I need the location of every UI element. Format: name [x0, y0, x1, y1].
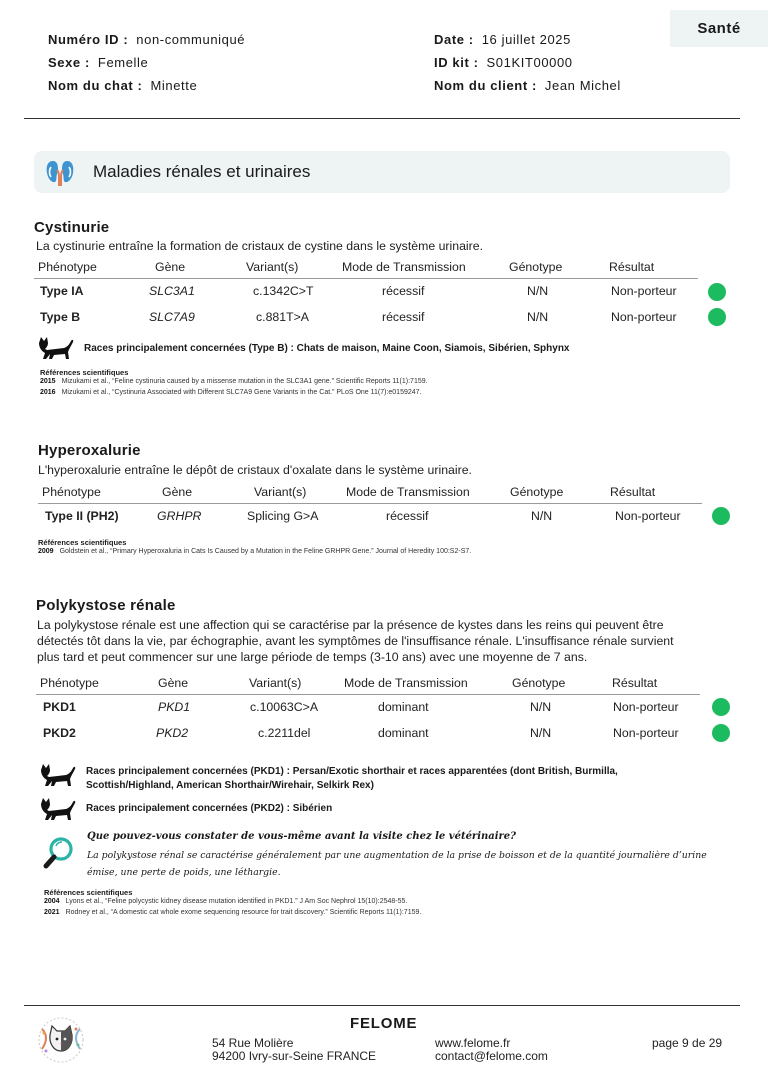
result-status-dot [712, 724, 730, 742]
sex-field: Sexe : Femelle [48, 55, 149, 70]
th-mode: Mode de Transmission [346, 485, 470, 499]
footer-brand: FELOME [350, 1015, 418, 1032]
cell-genotype: N/N [527, 284, 549, 298]
cell-phenotype: Type IA [40, 284, 84, 298]
section-title: Maladies rénales et urinaires [93, 162, 311, 181]
table-divider [38, 503, 702, 504]
th-variant: Variant(s) [249, 676, 302, 690]
cell-result: Non-porteur [611, 310, 677, 324]
result-status-dot [708, 308, 726, 326]
reference-item: 2015 Mizukami et al., “Feline cystinuria caused by a missense mutation in the SLC3A1 gene.” Scientific Reports 11(1):7159. [40, 378, 428, 385]
section-banner [34, 151, 730, 193]
th-phenotype: Phénotype [40, 676, 99, 690]
breeds-note-pkd1: Races principalement concernées (PKD1) : Persan/Exotic shorthair et races apparentées (dont British, Burmilla, [86, 766, 618, 777]
cell-genotype: N/N [530, 700, 552, 714]
cell-mode: récessif [386, 509, 429, 523]
footer-email-link[interactable]: contact@felome.com [435, 1049, 548, 1063]
th-result: Résultat [609, 260, 655, 274]
cell-result: Non-porteur [613, 726, 679, 740]
th-mode: Mode de Transmission [342, 260, 466, 274]
reference-item: 2021 Rodney et al., “A domestic cat whole exome sequencing resource for trait discovery.” Scientific Reports 11(1):7159. [44, 909, 422, 916]
cell-variant: Splicing G>A [247, 509, 319, 523]
cell-mode: dominant [378, 726, 429, 740]
th-variant: Variant(s) [246, 260, 299, 274]
breeds-note-pkd2: Races principalement concernées (PKD2) : Sibérien [86, 803, 333, 814]
th-gene: Gène [162, 485, 193, 499]
cell-phenotype: Type B [40, 310, 81, 324]
breeds-note: Races principalement concernées (Type B) : Chats de maison, Maine Coon, Siamois, Sibérien, Sphynx [84, 343, 570, 354]
cell-variant: c.1342C>T [253, 284, 314, 298]
client-field: Nom du client : Jean Michel [434, 78, 621, 93]
pkd-description-line: La polykystose rénale est une affection qui se caractérise par la présence de kystes dans les reins qui peuvent être [37, 618, 664, 632]
th-variant: Variant(s) [254, 485, 307, 499]
references-title: Références scientifiques [44, 888, 133, 897]
cell-gene: PKD1 [158, 700, 191, 714]
cell-variant: c.2211del [258, 726, 311, 740]
header-divider [24, 118, 740, 119]
th-gene: Gène [155, 260, 186, 274]
page-number: page 9 de 29 [652, 1036, 723, 1050]
cell-result: Non-porteur [613, 700, 679, 714]
result-status-dot [712, 698, 730, 716]
cystinurie-title: Cystinurie [34, 219, 110, 236]
cell-phenotype: PKD2 [43, 726, 76, 740]
cell-result: Non-porteur [615, 509, 681, 523]
cell-gene: SLC7A9 [149, 310, 195, 324]
hyperoxalurie-title: Hyperoxalurie [38, 442, 141, 459]
cell-gene: PKD2 [156, 726, 189, 740]
result-status-dot [708, 283, 726, 301]
cell-genotype: N/N [531, 509, 553, 523]
cat-icon [40, 763, 76, 787]
th-result: Résultat [610, 485, 656, 499]
reference-item: 2009 Goldstein et al., “Primary Hyperoxaluria in Cats Is Caused by a Mutation in the Feline GRHPR Gene.” Journal of Heredity 100:S2-S7. [38, 548, 472, 555]
cell-result: Non-porteur [611, 284, 677, 298]
cystinurie-description: La cystinurie entraîne la formation de cristaux de cystine dans le système urinaire. [36, 239, 484, 253]
cell-phenotype: Type II (PH2) [45, 509, 119, 523]
th-phenotype: Phénotype [42, 485, 101, 499]
reference-item: 2004 Lyons et al., “Feline polycystic kidney disease mutation identified in PKD1.” J Am Soc Nephrol 15(10):2548-55. [44, 898, 408, 905]
reference-item: 2016 Mizukami et al., “Cystinuria Associated with Different SLC7A9 Gene Variants in the Cat.” PLoS One 11(7):e0159247. [40, 389, 422, 396]
date-field: Date : 16 juillet 2025 [434, 32, 571, 47]
cell-mode: récessif [382, 310, 425, 324]
th-phenotype: Phénotype [38, 260, 97, 274]
table-divider [34, 278, 698, 279]
cat-icon [38, 336, 74, 360]
pkd-description-line: détectés tôt dans la vie, par échographie, avant les symptômes de l'insuffisance rénale. L'insuffisance rénale survient [37, 634, 674, 648]
references-title: Références scientifiques [38, 538, 127, 547]
th-genotype: Génotype [512, 676, 566, 690]
cell-gene: GRHPR [157, 509, 202, 523]
th-genotype: Génotype [509, 260, 563, 274]
footer-website-link[interactable]: www.felome.fr [435, 1036, 511, 1050]
cell-variant: c.10063C>A [250, 700, 319, 714]
cell-mode: dominant [378, 700, 429, 714]
cat-name-field: Nom du chat : Minette [48, 78, 198, 93]
tip-question: Que pouvez-vous constater de vous-même avant la visite chez le vétérinaire? [87, 831, 517, 842]
felome-logo-icon [36, 1015, 86, 1065]
th-mode: Mode de Transmission [344, 676, 468, 690]
th-genotype: Génotype [510, 485, 564, 499]
cell-genotype: N/N [527, 310, 549, 324]
pkd-title: Polykystose rénale [36, 597, 176, 614]
references-title: Références scientifiques [40, 368, 129, 377]
cell-variant: c.881T>A [256, 310, 309, 324]
cell-phenotype: PKD1 [43, 700, 76, 714]
cat-icon [40, 797, 76, 821]
result-status-dot [712, 507, 730, 525]
category-tag: Santé [670, 10, 768, 47]
breeds-note-pkd1: Scottish/Highland, American Shorthair/Wirehair, Selkirk Rex) [86, 780, 374, 791]
th-result: Résultat [612, 676, 658, 690]
th-gene: Gène [158, 676, 189, 690]
tip-answer: La polykystose rénal se caractérise généralement par une augmentation de la prise de boisson et de la quantité journalière d’urine émise, une perte de poids, une léthargie. [87, 850, 707, 878]
footer-address: 94200 Ivry-sur-Seine FRANCE [212, 1049, 377, 1063]
footer-divider [24, 1005, 740, 1006]
table-divider [36, 694, 700, 695]
hyperoxalurie-description: L'hyperoxalurie entraîne le dépôt de cristaux d'oxalate dans le système urinaire. [38, 463, 472, 477]
cell-mode: récessif [382, 284, 425, 298]
cell-genotype: N/N [530, 726, 552, 740]
footer-address: 54 Rue Molière [212, 1036, 294, 1050]
kidney-icon [44, 156, 76, 188]
id-field: Numéro ID : non-communiqué [48, 32, 246, 47]
magnifier-icon [42, 836, 74, 870]
cell-gene: SLC3A1 [149, 284, 195, 298]
kit-field: ID kit : S01KIT00000 [434, 55, 573, 70]
pkd-description-line: plus tard et peut commencer sur une large période de temps (3-10 ans) avec une moyenne de 7 ans. [37, 650, 588, 664]
